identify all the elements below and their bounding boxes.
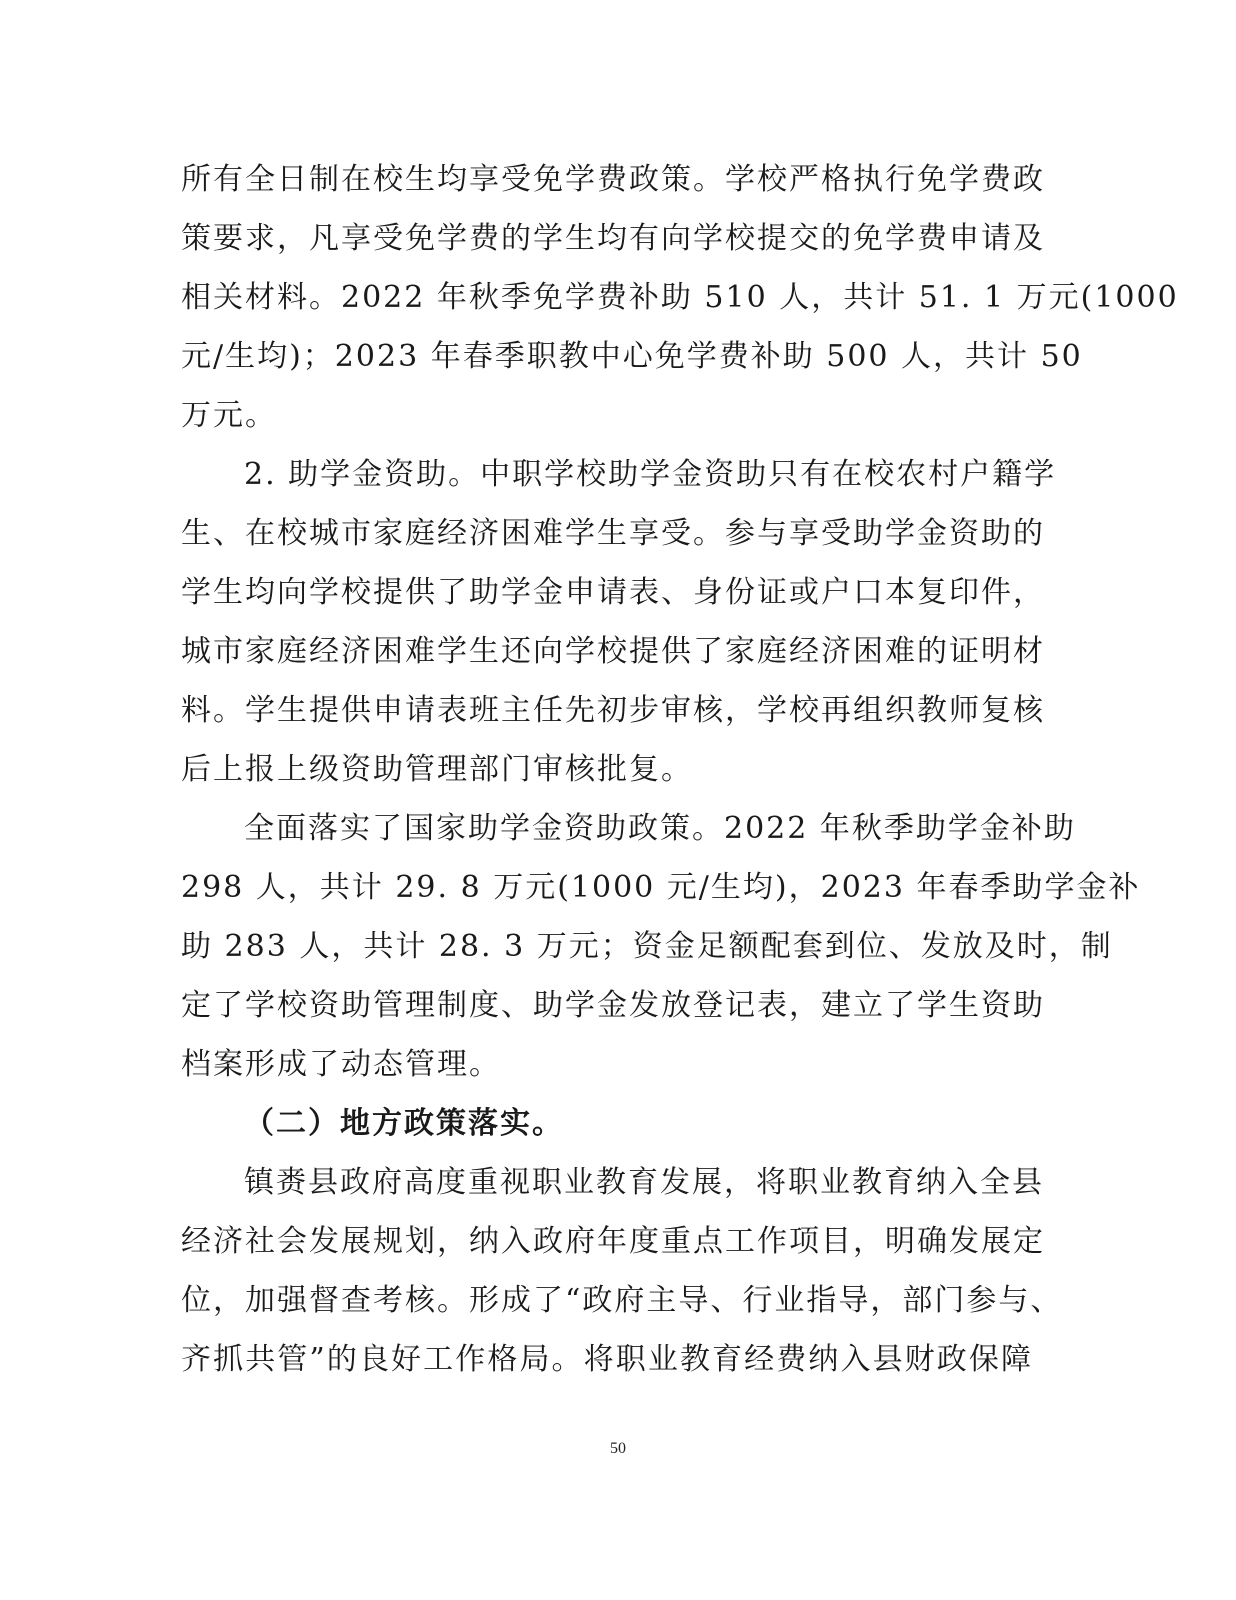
text-line: 学生均向学校提供了助学金申请表、身份证或户口本复印件， — [181, 575, 1045, 610]
text-line: 全面落实了国家助学金资助政策。2022 年秋季助学金补助 — [244, 811, 1076, 846]
page-number: 50 — [610, 1440, 626, 1457]
text-line: 元/生均)；2023 年春季职教中心免学费补助 500 人，共计 50 — [181, 339, 1083, 374]
text-line: 相关材料。2022 年秋季免学费补助 510 人，共计 51. 1 万元(1000 — [181, 280, 1179, 315]
text-line: 万元。 — [181, 398, 277, 433]
text-line: 298 人，共计 29. 8 万元(1000 元/生均)，2023 年春季助学金补 — [181, 870, 1141, 905]
text-line: 后上报上级资助管理部门审核批复。 — [181, 752, 693, 787]
text-line: 2. 助学金资助。中职学校助学金资助只有在校农村户籍学 — [244, 457, 1057, 492]
text-line: 定了学校资助管理制度、助学金发放登记表，建立了学生资助 — [181, 988, 1045, 1023]
text-line: 生、在校城市家庭经济困难学生享受。参与享受助学金资助的 — [181, 516, 1045, 551]
text-line: 助 283 人，共计 28. 3 万元；资金足额配套到位、发放及时，制 — [181, 929, 1113, 964]
text-line: 齐抓共管”的良好工作格局。将职业教育经费纳入县财政保障 — [181, 1342, 1033, 1377]
text-line: 城市家庭经济困难学生还向学校提供了家庭经济困难的证明材 — [181, 634, 1045, 669]
section-heading: （二）地方政策落实。 — [244, 1106, 564, 1141]
text-line: 所有全日制在校生均享受免学费政策。学校严格执行免学费政 — [181, 162, 1045, 197]
text-line: 经济社会发展规划，纳入政府年度重点工作项目，明确发展定 — [181, 1224, 1045, 1259]
text-line: 镇赉县政府高度重视职业教育发展，将职业教育纳入全县 — [244, 1165, 1044, 1200]
text-line: 位，加强督查考核。形成了“政府主导、行业指导，部门参与、 — [181, 1283, 1063, 1318]
text-line: 档案形成了动态管理。 — [181, 1047, 501, 1082]
text-line: 策要求，凡享受免学费的学生均有向学校提交的免学费申请及 — [181, 221, 1045, 256]
text-line: 料。学生提供申请表班主任先初步审核，学校再组织教师复核 — [181, 693, 1045, 728]
